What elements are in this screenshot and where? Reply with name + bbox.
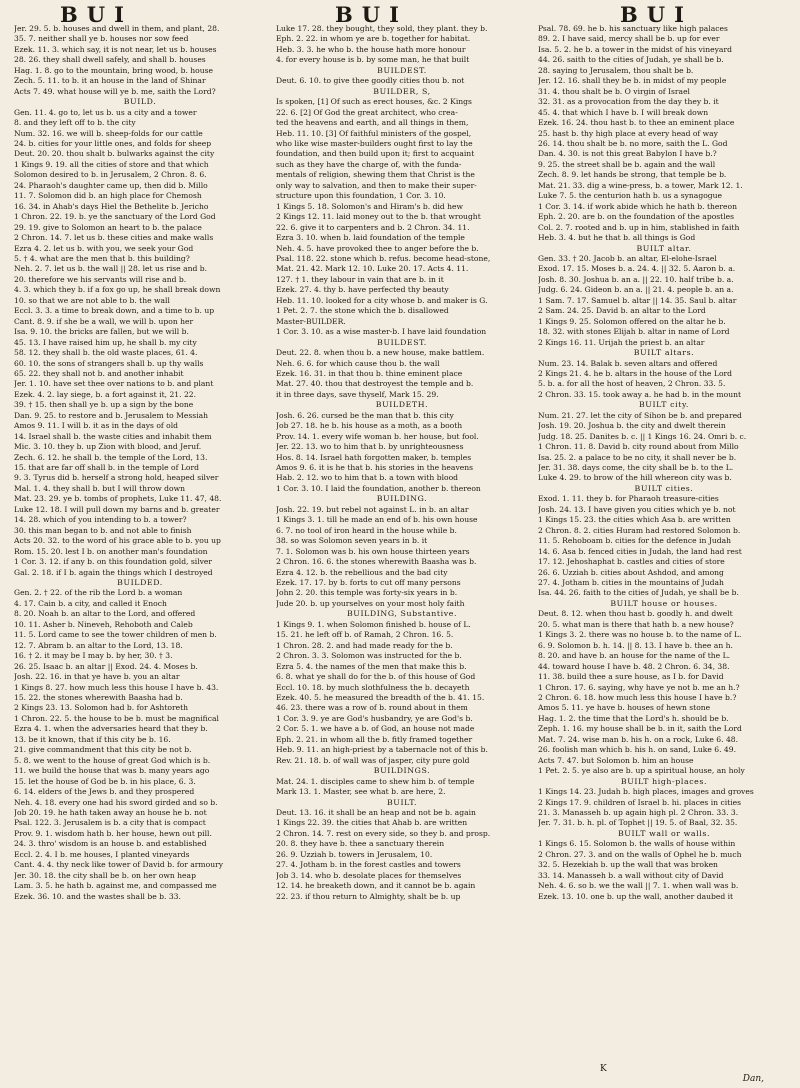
entry-line: 5. † 4. what are the men that b. this building? [14,253,190,263]
signature-mark: K [600,1064,607,1074]
entry-line: Hag. 1. 8. go to the mountain, bring wood, b. house [14,65,214,75]
entry-line: 44. 26. saith to the cities of Judah, ye shall be b. [538,55,724,65]
entry-line: 9. 25. the street shall be b. again and the wall [538,159,716,169]
entry-line: structure upon this foundation, 1 Cor. 3. 10. [276,191,446,201]
entry-line: 1 Sam. 7. 17. Samuel b. altar || 14. 35. Saul b. altar [538,295,737,305]
entry-line: 25. hast b. thy high place at every head of way [538,128,718,138]
entry-line: Mat. 7. 24. wise man b. his h. on a rock, Luke 6. 48. [538,734,739,744]
entry-line: mentals of religion, shewing them that Christ is the [276,170,475,180]
entry-line: Ezra 5. 4. the names of the men that make this b. [276,661,467,671]
entry-line: Mat. 21. 33. dig a wine-press, b. a tower, Mark 12. 1. [538,180,743,190]
entry-line: Solomon desired to b. in Jerusalem, 2 Chron. 8. 6. [14,170,207,180]
entry-line: Job 27. 18. he b. his house as a moth, as a booth [276,421,463,431]
entry-line: 1 Kings 8. 27. how much less this house I have b. 43. [14,682,219,692]
entry-line: 22. 6. [2] Of God the great architect, who crea- [276,107,458,117]
entry-line: Acts 7. 47. but Solomon b. him an house [538,755,694,765]
entry-line: 1 Cor. 3. 12. if any b. on this foundation gold, silver [14,557,213,567]
entry-line: 127. † 1. they labour in vain that are b. in it [276,274,444,284]
column-right [538,24,790,1068]
entry-line: 2 Kings 12. 11. laid money out to the b. that wrought [276,212,481,222]
entry-line: 60. 10. the sons of strangers shall b. up thy walls [14,358,204,368]
subheading: BUILDER, S, [373,86,431,96]
entry-line: 24. Pharaoh's daughter came up, then did b. Millo [14,180,208,190]
subheading: BUILT high-places. [620,776,708,786]
subheading: BUILT altars. [633,348,695,358]
entry-line: Ezra 3. 10. when b. laid foundation of the temple [276,233,465,243]
entry-line: Eph. 2. 20. are b. on the foundation of the apostles [538,212,735,222]
entry-line: Ezek. 36. 10. and the wastes shall be b. 33. [14,891,181,901]
entry-line: 1 Kings 9. 19. all the cities of store and that which [14,159,209,169]
entry-line: Ezra 4. 2. let us b. with you, we seek your God [14,243,194,253]
entry-line: Deut. 6. 10. to give thee goodly cities thou b. not [276,76,465,86]
entry-line: 16. † 2. it may be I may b. by her, 30. † 3. [14,651,173,661]
entry-line: Ezra 4. 1. when the adversaries heard that they b. [14,724,208,734]
entry-line: 20. 8. they have b. thee a sanctuary therein [276,839,445,849]
entry-line: 16. 34. in Ahab's days Hiel the Bethelite b. Jericho [14,201,209,211]
entry-line: Judg. 6. 24. Gideon b. an a. || 21. 4. people b. an a. [538,285,734,295]
entry-line: Acts 7. 49. what house will ye b. me, saith the Lord? [14,86,216,96]
entry-line: foundation, and then build upon it; first to acquaint [276,149,475,159]
entry-line: Heb. 3. 4. but he that b. all things is God [538,233,696,243]
entry-line: Heb. 11. 10. looked for a city whose b. and maker is G. [276,295,488,305]
entry-line: Josh. 24. 13. I have given you cities which ye b. not [538,504,736,514]
entry-line: 35. 7. neither shall ye b. houses nor sow feed [14,34,189,44]
entry-line: Prov. 14. 1. every wife woman b. her house, but fool. [276,431,479,441]
entry-line: Eccl. 2. 4. I b. me houses, I planted vineyards [14,849,190,859]
entry-line: Job 20. 19. he hath taken away an house he b. not [14,807,207,817]
entry-line: 22. 23. if thou return to Almighty, shalt be b. up [276,891,461,901]
entry-line: 1 Cor. 3. 9. ye are God's husbandry, ye are God's b. [276,713,473,723]
entry-line: 6. 9. Solomon b. h. 14. || 8. 13. I have b. thee an h. [538,640,733,650]
entry-line: Psal. 122. 3. Jerusalem is b. a city that is compact [14,818,206,828]
entry-line: Zeph. 1. 16. my house shall be b. in it, saith the Lord [538,724,742,734]
entry-line: 11. 7. Solomon did b. an high place for Chemosh [14,191,202,201]
entry-line: 11. 38. build thee a sure house, as I b. for David [538,672,724,682]
entry-line: 28. saying to Jerusalem, thou shalt be b. [538,65,694,75]
entry-line: Rev. 21. 18. b. of wall was of jasper, city pure gold [276,755,470,765]
entry-line: 1 Kings 3. 2. there was no house b. to the name of L. [538,630,742,640]
subheading: BUILD. [123,97,157,107]
entry-line: 21. 3. Manasseh b. up again high pl. 2 Chron. 33. 3. [538,807,739,817]
entry-line: Neh. 4. 6. so b. we the wall || 7. 1. when wall was b. [538,881,739,891]
entry-line: Deut. 20. 20. thou shalt b. bulwarks against the city [14,149,215,159]
entry-line: Mat. 27. 40. thou that destroyest the temple and b. [276,379,474,389]
entry-line: 17. 12. Jehoshaphat b. castles and cities of store [538,557,725,567]
text-columns [14,24,790,1068]
subheading: BUILDINGS. [373,766,431,776]
entry-line: 2 Chron. 3. 3. Solomon was instructed for the b. [276,651,462,661]
entry-line: 29. 19. give to Solomon an heart to b. the palace [14,222,202,232]
entry-line: Hag. 1. 2. the time that the Lord's h. should be b. [538,713,729,723]
subheading: BUILT cities. [634,483,694,493]
entry-line: Josh. 19. 20. Joshua b. the city and dwelt therein [538,421,726,431]
entry-line: 5. 8. we went to the house of great God which is b. [14,755,211,765]
entry-line: 15. let the house of God be b. in his place, 6. 3. [14,776,196,786]
entry-line: Mat. 21. 42. Mark 12. 10. Luke 20. 17. Acts 4. 11. [276,264,469,274]
entry-line: 1 Chron. 11. 8. David b. city round about from Millo [538,442,739,452]
entry-line: Heb. 9. 11. an high-priest by a tabernacle not of this b. [276,745,488,755]
entry-line: Exod. 17. 15. Moses b. a. 24. 4. || 32. 5. Aaron b. a. [538,264,736,274]
entry-line: 1 Pet. 2. 7. the stone which the b. disallowed [276,306,449,316]
entry-line: Ezek. 13. 10. one b. up the wall, another daubed it [538,891,734,901]
entry-line: 6. 14. elders of the Jews b. and they prospered [14,787,195,797]
entry-line: 11. 5. Lord came to see the tower children of men b. [14,630,217,640]
entry-line: 11. 5. Rehoboam b. cities for the defence in Judah [538,536,731,546]
subheading: BUILT wall or walls. [617,828,711,838]
entry-line: 24. b. cities for your little ones, and folds for sheep [14,138,212,148]
entry-line: Judg. 18. 25. Danites b. c. || 1 Kings 16. 24. Omri b. c. [538,431,747,441]
entry-line: 26. 14. thou shalt be b. no more, saith the L. God [538,138,728,148]
entry-line: Lam. 3. 5. he hath b. against me, and compassed me [14,881,217,891]
entry-line: Ezek. 16. 31. in that thou b. thine eminent place [276,368,463,378]
entry-line: 4. 17. Cain b. a city, and called it Enoch [14,598,167,608]
entry-line: Is spoken, [1] Of such as erect houses, &c. 2 Kings [276,97,472,107]
subheading: BUILDED. [117,578,163,588]
entry-line: Acts 20. 32. to the word of his grace able to b. you up [14,536,221,546]
entry-line: 9. 3. Tyrus did b. herself a strong hold, heaped silver [14,473,219,483]
entry-line: 4. 3. which they b. if a fox go up, he shall break down [14,285,221,295]
subheading: BUILDEST. [377,337,427,347]
entry-line: 8. and they left off to b. the city [14,118,136,128]
entry-line: Mic. 3. 10. they b. up Zion with blood, and Jeruf. [14,442,202,452]
column-left [14,24,266,1068]
subheading: BUILDEST. [377,65,427,75]
entry-line: 11. we build the house that was b. many years ago [14,766,210,776]
entry-line: Eccl. 3. 3. a time to break down, and a time to b. up [14,306,215,316]
subheading: BUILT house or houses. [610,598,718,608]
entry-line: 2 Kings 16. 11. Urijah the priest b. an altar [538,337,705,347]
entry-line: 58. 12. they shall b. the old waste places, 61. 4. [14,348,198,358]
entry-line: Hab. 2. 12. wo to him that b. a town with blood [276,473,459,483]
entry-line: Deut. 13. 16. it shall be an heap and not be b. again [276,807,476,817]
entry-line: 39. † 15. then shall ye b. up a sign by the bone [14,400,194,410]
entry-line: Cant. 8. 9. if she be a wall, we will b. upon her [14,316,194,326]
entry-line: 45. 13. I have raised him up, he shall b. my city [14,337,197,347]
entry-line: 20. therefore we his servants will rise and b. [14,274,187,284]
entry-line: 1 Cor. 3. 10. I laid the foundation, another b. thereon [276,483,481,493]
entry-line: Mark 13. 1. Master, see what b. are here, 2. [276,787,446,797]
entry-line: 22. 6. give it to carpenters and b. 2 Chron. 34. 11. [276,222,470,232]
entry-line: 2 Kings 17. 9. children of Israel b. hi. places in cities [538,797,742,807]
entry-line: 2 Chron. 14. 7. rest on every side, so they b. and prosp. [276,828,491,838]
entry-line: Neh. 2. 7. let us b. the wall || 28. let us rise and b. [14,264,208,274]
entry-line: 2 Cor. 5. 1. we have a b. of God, an house not made [276,724,475,734]
entry-line: 1 Kings 3. 1. till he made an end of b. his own house [276,515,478,525]
entry-line: Num. 32. 16. we will b. sheep-folds for our cattle [14,128,203,138]
entry-line: Josh. 6. 26. cursed be the man that b. this city [276,410,454,420]
entry-line: it in three days, save thyself, Mark 15. 29. [276,389,439,399]
entry-line: 65. 22. they shall not b. and another inhabit [14,368,184,378]
entry-line: Exod. 1. 11. they b. for Pharaoh treasure-cities [538,494,719,504]
entry-line: Neh. 4. 18. every one had his sword girded and so b. [14,797,218,807]
entry-line: Josh. 22. 16. in that ye have b. you an altar [14,672,180,682]
catchword: Dan, [742,1074,764,1084]
entry-line: 1 Kings 15. 23. the cities which Asa b. are written [538,515,731,525]
entry-line: 14. 6. Asa b. fenced cities in Judah, the land had rest [538,546,742,556]
entry-line: Amos 5. 11. ye have b. houses of hewn stone [538,703,711,713]
entry-line: John 2. 20. this temple was forty-six years in b. [276,588,458,598]
entry-line: Rom. 15. 20. lest I b. on another man's foundation [14,546,208,556]
subheading: BUILT. [386,797,418,807]
entry-line: 1 Chron. 28. 2. and had made ready for the b. [276,640,453,650]
entry-line: Ezek. 4. 2. lay siege, b. a fort against it, 21. 22. [14,389,197,399]
entry-line: Zech. 6. 12. he shall b. the temple of the Lord, 13. [14,452,208,462]
entry-line: 1 Chron. 22. 19. b. ye the sanctuary of the Lord God [14,212,216,222]
entry-line: Isa. 25. 2. a palace to be no city, it shall never be b. [538,452,737,462]
entry-line: Heb. 11. 10. [3] Of faithful ministers of the gospel, [276,128,472,138]
subheading: BUILT altar. [636,243,692,253]
entry-line: 18. 32. with stones Elijah b. altar in name of Lord [538,327,730,337]
entry-line: Mat. 24. 1. disciples came to shew him b. of temple [276,776,475,786]
entry-line: Num. 23. 14. Balak b. seven altars and offered [538,358,718,368]
entry-line: Amos 9. 6. it is he that b. his stories in the heavens [276,463,474,473]
entry-line: 2 Chron. 33. 15. took away a. he had b. in the mount [538,389,742,399]
entry-line: 5. b. a. for all the host of heaven, 2 Chron. 33. 5. [538,379,726,389]
entry-line: Gal. 2. 18. if I b. again the things which I destroyed [14,567,213,577]
entry-line: 4. for every house is b. by some man, he that built [276,55,470,65]
running-header-left: BUI [60,2,133,27]
entry-line: 26. foolish man which b. his h. on sand, Luke 6. 49. [538,745,737,755]
entry-line: 45. 4. that which I have b. I will break down [538,107,709,117]
entry-line: Psal. 118. 22. stone which b. refus. become head-stone, [276,253,491,263]
entry-line: 2 Kings 23. 13. Solomon had b. for Ashtoreth [14,703,189,713]
entry-line: Jude 20. b. up yourselves on your most holy faith [276,598,465,608]
entry-line: 15. that are far off shall b. in the temple of Lord [14,463,199,473]
entry-line: Master-BUILDER. [276,316,346,326]
entry-line: Gen. 33. † 20. Jacob b. an altar, El-elohe-Israel [538,253,717,263]
entry-line: 2 Chron. 14. 7. let us b. these cities and make walls [14,233,214,243]
entry-line: Cant. 4. 4. thy neck like tower of David b. for armoury [14,860,224,870]
entry-line: Jer. 12. 16. shall they be b. in midst of my people [538,76,727,86]
entry-line: Job 3. 14. who b. desolate places for themselves [276,870,462,880]
entry-line: 89. 2. I have said, mercy shall be b. up for ever [538,34,720,44]
entry-line: Amos 9. 11. I will b. it as in the days of old [14,421,178,431]
entry-line: Luke 7. 5. the centurion hath b. us a synagogue [538,191,723,201]
entry-line: 31. 4. thou shalt be b. O virgin of Israel [538,86,690,96]
entry-line: 28. 26. they shall dwell safely, and shall b. houses [14,55,206,65]
entry-line: 21. give commandment that this city be not b. [14,745,192,755]
entry-line: 27. 4. Jotham b. cities in the mountains of Judah [538,578,724,588]
entry-line: 1 Pet. 2. 5. ye also are b. up a spiritual house, an holy [538,766,745,776]
entry-line: Dan. 9. 25. to restore and b. Jerusalem to Messiah [14,410,209,420]
entry-line: Col. 2. 7. rooted and b. up in him, stablished in faith [538,222,740,232]
entry-line: Hos. 8. 14. Israel hath forgotten maker, b. temples [276,452,472,462]
entry-line: 8. 20. and have b. an house for the name of the L. [538,651,731,661]
entry-line: Mal. 1. 4. they shall b. but I will throw down [14,483,186,493]
entry-line: 15. 21. he left off b. of Ramah, 2 Chron. 16. 5. [276,630,454,640]
entry-line: 1 Kings 5. 18. Solomon's and Hiram's b. did hew [276,201,464,211]
entry-line: Neh. 4. 5. have provoked thee to anger before the b. [276,243,479,253]
entry-line: 12. 7. Abram b. an altar to the Lord, 13. 18. [14,640,183,650]
entry-line: Ezek. 11. 3. which say, it is not near, let us b. houses [14,44,217,54]
entry-line: 10. so that we are not able to b. the wall [14,295,170,305]
entry-line: Eph. 2. 21. in whom all the b. fitly framed together [276,734,473,744]
entry-line: 33. 14. Manasseh b. a wall without city of David [538,870,724,880]
entry-line: 12. 14. he breaketh down, and it cannot be b. again [276,881,476,891]
entry-line: Isa. 44. 26. faith to the cities of Judah, ye shall be b. [538,588,739,598]
entry-line: Eccl. 10. 18. by much slothfulness the b. decayeth [276,682,470,692]
entry-line: 1 Kings 9. 25. Solomon offered on the altar he b. [538,316,726,326]
entry-line: who like wise master-builders ought first to lay the [276,138,473,148]
entry-line: Deut. 22. 8. when thou b. a new house, make battlem. [276,348,485,358]
entry-line: 44. toward house I have b. 48. 2 Chron. 6. 34, 38. [538,661,730,671]
entry-line: 7. 1. Solomon was b. his own house thirteen years [276,546,470,556]
entry-line: 10. 11. Asher b. Nineveh, Rehoboth and Caleb [14,619,193,629]
column-center [276,24,528,1068]
entry-line: ted the heavens and earth, and all things in them, [276,118,469,128]
entry-line: 32. 31. as a provocation from the day they b. it [538,97,719,107]
entry-line: 2 Sam. 24. 25. David b. an altar to the Lord [538,306,706,316]
entry-line: Heb. 3. 3. he who b. the house hath more honour [276,44,466,54]
entry-line: Gen. 11. 4. go to, let us b. us a city and a tower [14,107,197,117]
entry-line: 24. 3. thro' wisdom is an house b. and established [14,839,207,849]
subheading: BUILDETH. [375,400,429,410]
subheading: BUILDING, Substantive. [346,609,458,619]
entry-line: 14. Israel shall b. the waste cities and inhabit them [14,431,212,441]
entry-line: Isa. 5. 2. he b. a tower in the midst of his vineyard [538,44,732,54]
entry-line: 1 Chron. 17. 6. saying, why have ye not b. me an h.? [538,682,740,692]
entry-line: Deut. 8. 12. when thou hast b. goodly h. and dwelt [538,609,733,619]
entry-line: 32. 5. Hezekiah b. up the wall that was broken [538,860,718,870]
entry-line: Luke 4. 29. to brow of the hill whereon city was b. [538,473,732,483]
entry-line: Jer. 29. 5. b. houses and dwell in them, and plant, 28. [14,24,220,33]
entry-line: 2 Chron. 8. 2. cities Huram had restored Solomon b. [538,525,741,535]
entry-line: 20. 5. what man is there that hath b. a new house? [538,619,734,629]
entry-line: 1 Kings 14. 23. Judah b. high places, images and groves [538,787,754,797]
running-header-right: BUI [620,2,693,27]
entry-line: 1 Kings 6. 15. Solomon b. the walls of house within [538,839,736,849]
entry-line: Jer. 30. 18. the city shall be b. on her own heap [14,870,196,880]
entry-line: Jer. 22. 13. wo to him that b. by unrighteousness [276,442,464,452]
entry-line: Eph. 2. 22. in whom ye are b. together for habitat. [276,34,471,44]
entry-line: only way to salvation, and then to make their super- [276,180,477,190]
entry-line: Luke 17. 28. they bought, they sold, they plant. they b. [276,24,488,33]
entry-line: 1 Cor. 3. 10. as a wise master-b. I have laid foundation [276,327,487,337]
entry-line: Isa. 9. 10. the bricks are fallen, but we will b. [14,327,189,337]
entry-line: 1 Kings 22. 39. the cities that Ahab b. are written [276,818,468,828]
entry-line: 2 Chron. 6. 18. how much less this house I have b.? [538,693,737,702]
entry-line: Neh. 6. 6. for which cause thou b. the wall [276,358,440,368]
subheading: BUILT city. [638,400,690,410]
entry-line: Josh. 8. 30. Joshua b. an a. || 22. 10. half tribe b. a. [538,274,734,284]
entry-line: 6. 7. no tool of iron heard in the house while b. [276,525,457,535]
entry-line: Ezek. 40. 5. he measured the breadth of the b. 41. 15. [276,693,485,702]
entry-line: 2 Chron. 27. 3. and on the walls of Ophel he b. much [538,849,742,859]
entry-line: Zech. 5. 11. to b. it an house in the land of Shinar [14,76,206,86]
entry-line: 1 Chron. 22. 5. the house to be b. must be magnifical [14,713,219,723]
entry-line: Josh. 22. 19. but rebel not against L. in b. an altar [276,504,469,514]
entry-line: 1 Kings 9. 1. when Solomon finished b. house of L. [276,619,471,629]
entry-line: 2 Kings 21. 4. he b. altars in the house of the Lord [538,368,733,378]
entry-line: 2 Chron. 16. 6. the stones wherewith Baasha was b. [276,557,477,567]
entry-line: Jer. 1. 10. have set thee over nations to b. and plant [14,379,214,389]
entry-line: Ezek. 16. 24. thou hast b. to thee an eminent place [538,118,735,128]
entry-line: 15. 22. the stones wherewith Baasha had b. [14,693,183,702]
entry-line: 30. this man began to b. and not able to finish [14,525,192,535]
subheading: BUILDING. [376,494,428,504]
entry-line: Num. 21. 27. let the city of Sihon be b. and prepared [538,410,742,420]
entry-line: 27. 4. Jotham b. in the forest castles and towers [276,860,461,870]
entry-line: 26. 6. Uzziah b. cities about Ashdod, and among [538,567,724,577]
entry-line: Zech. 8. 9. let hands be strong, that temple be b. [538,170,727,180]
entry-line: Psal. 78. 69. he b. his sanctuary like high palaces [538,24,728,33]
entry-line: Ezek. 27. 4. thy b. have perfected thy beauty [276,285,449,295]
entry-line: Mat. 23. 29. ye b. tombs of prophets, Luke 11. 47, 48. [14,494,222,504]
running-header-center: BUI [335,2,408,27]
entry-line: 1 Cor. 3. 14. if work abide which he hath b. thereon [538,201,738,211]
entry-line: Gen. 2. † 22. of the rib the Lord b. a woman [14,588,183,598]
entry-line: 13. be it known, that if this city be b. 16. [14,734,171,744]
entry-line: 46. 23. there was a row of b. round about in them [276,703,468,713]
entry-line: Luke 12. 18. I will pull down my barns and b. greater [14,504,220,514]
entry-line: Jer. 31. 38. days come, the city shall be b. to the L. [538,463,734,473]
entry-line: 26. 9. Uzziah b. towers in Jerusalem, 10. [276,849,433,859]
entry-line: such as they have the charge of, with the funda- [276,159,462,169]
entry-line: Dan. 4. 30. is not this great Babylon I have b.? [538,149,717,159]
entry-line: 38. so was Solomon seven years in b. it [276,536,428,546]
entry-line: Ezek. 17. 17. by b. forts to cut off many persons [276,578,461,588]
entry-line: Prov. 9. 1. wisdom hath b. her house, hewn out pill. [14,828,212,838]
entry-line: 8. 20. Noah b. an altar to the Lord, and offered [14,609,196,619]
entry-line: 14. 28. which of you intending to b. a tower? [14,515,187,525]
entry-line: Jer. 7. 31. b. h. pl. of Tophet || 19. 5. of Baal, 32. 35. [538,818,738,828]
entry-line: 6. 8. what ye shall do for the b. of this house of God [276,672,476,682]
entry-line: Ezra 4. 12. b. the rebellious and the bad city [276,567,448,577]
entry-line: 26. 25. Isaac b. an altar || Exod. 24. 4. Moses b. [14,661,198,671]
